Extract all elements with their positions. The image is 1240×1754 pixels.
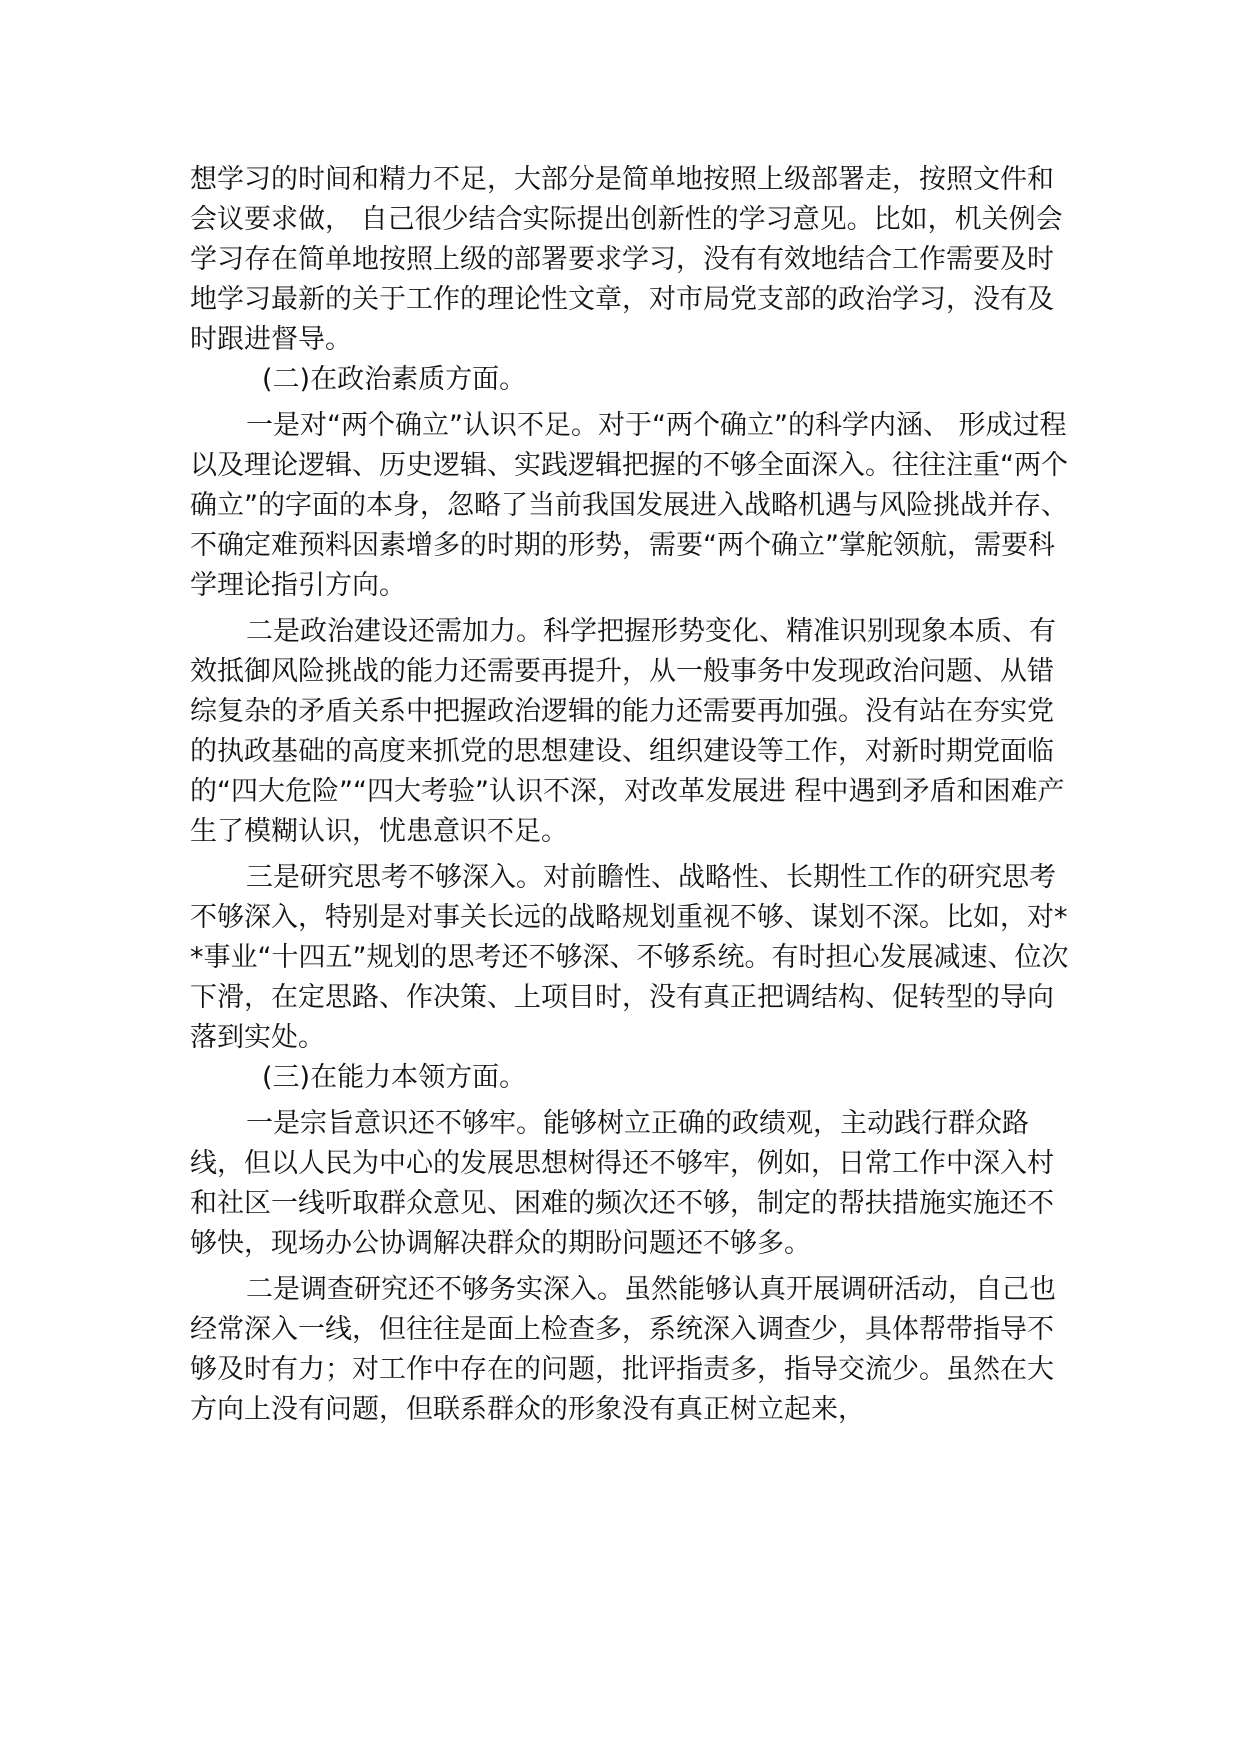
document-body [190, 160, 1080, 1430]
paragraph-two-establishments: 一是对“两个确立”认识不足。对于“两个确立”的科学内涵、 形成过程以及理论逻辑、历史逻辑、实践逻辑把握的不够全面深入。往往注重“两个确立”的字面的本身，忽略了当前我国发展进入战略机遇与风险挑战并存、不确定难预料因素增多的时期的形势，需要“两个确立”掌舵领航，需要科学理论指引方向。 [190, 410, 1068, 601]
paragraph-political-building: 二是政治建设还需加力。科学把握形势变化、精准识别现象本质、有效抵御风险挑战的能力还需要再提升，从一般事务中发现政治问题、从错综复杂的矛盾关系中把握政治逻辑的能力还需要再加强。没有站在夯实党的执政基础的高度来抓党的思想建设、组织建设等工作，对新时期党面临的“四大危险”“四大考验”认识不深，对改革发展进 程中遇到矛盾和困难产生了模糊认识，忧患意识不足。 [190, 616, 1065, 847]
paragraph-investigation-research: 二是调查研究还不够务实深入。虽然能够认真开展调研活动，自己也经常深入一线，但往往是面上检查多，系统深入调查少，具体帮带指导不够及时有力；对工作中存在的问题，批评指责多，指导交流少。虽然在大方向上没有问题，但联系群众的形象没有真正树立起来， [190, 1274, 1056, 1425]
section-heading-political-quality: (二)在政治素质方面。 [262, 364, 527, 395]
paragraph-research-thinking: 三是研究思考不够深入。对前瞻性、战略性、长期性工作的研究思考不够深入，特别是对事关长远的战略规划重视不够、谋划不深。比如，对**事业“十四五”规划的思考还不够深、不够系统。有时担心发展减速、位次下滑，在定思路、作决策、上项目时，没有真正把调结构、促转型的导向落到实处。 [190, 862, 1069, 1053]
paragraph-purpose-awareness: 一是宗旨意识还不够牢。能够树立正确的政绩观，主动践行群众路线，但以人民为中心的发展思想树得还不够牢，例如，日常工作中深入村和社区一线听取群众意见、困难的频次还不够，制定的帮扶措施实施还不够快，现场办公协调解决群众的期盼问题还不够多。 [190, 1108, 1054, 1259]
paragraph-continuation: 想学习的时间和精力不足，大部分是简单地按照上级部署走，按照文件和会议要求做， 自己很少结合实际提出创新性的学习意见。比如，机关例会学习存在简单地按照上级的部署要求学习，没有有效地结合工作需要及时地学习最新的关于工作的理论性文章，对市局党支部的政治学习，没有及时跟进督导。 [190, 164, 1063, 355]
section-heading-ability: (三)在能力本领方面。 [262, 1062, 527, 1093]
